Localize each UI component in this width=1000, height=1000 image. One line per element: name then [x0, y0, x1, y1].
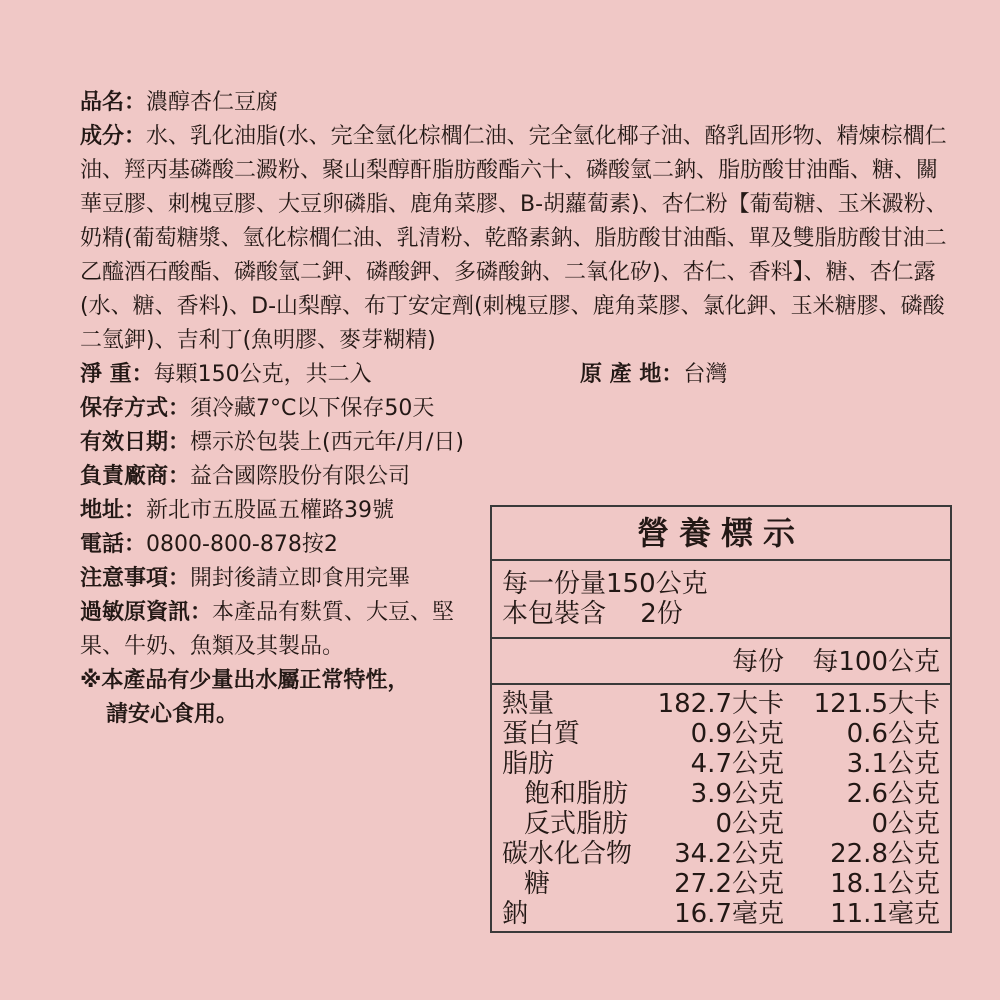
storage-label: 保存方式：	[80, 396, 191, 421]
per-serving-value: 16.7毫克	[674, 899, 784, 929]
per-100g-header: 每100公克	[812, 647, 940, 677]
per-serving-header: 每份	[731, 647, 784, 677]
nutrition-row	[502, 899, 940, 929]
nutrition-row	[502, 809, 940, 839]
ingredients-label: 成分：	[80, 124, 147, 149]
nutrient-name: 飽和脂肪	[524, 779, 629, 809]
product-name-label: 品名：	[80, 90, 147, 115]
origin-label: 原 產 地：	[580, 362, 684, 387]
caution-label: 注意事項：	[80, 566, 191, 591]
nutrient-name: 脂肪	[502, 749, 555, 779]
nutrition-row	[502, 689, 940, 719]
per-serving-value: 34.2公克	[674, 839, 784, 869]
expiry-value: 標示於包裝上(西元年/月/日)	[190, 430, 465, 455]
per-serving-value: 182.7大卡	[657, 689, 784, 719]
nutrient-name: 反式脂肪	[524, 809, 629, 839]
allergen-value: 本產品有麩質、大豆、堅果、牛奶、魚類及其製品。	[80, 600, 455, 659]
weight-origin-line	[80, 358, 960, 392]
per-100g-value: 3.1公克	[846, 749, 940, 779]
net-weight-value: 每顆150公克，共二入	[153, 362, 372, 387]
origin-value: 台灣	[683, 362, 728, 387]
maker-label: 負責廠商：	[80, 464, 191, 489]
serving-info	[492, 561, 950, 639]
nutrient-name: 鈉	[502, 899, 529, 929]
address-value: 新北市五股區五權路39號	[146, 498, 395, 523]
allergen-label: 過敏原資訊：	[80, 600, 213, 625]
servings-per-package: 本包裝含 2份	[502, 599, 683, 629]
per-serving-value: 27.2公克	[674, 869, 784, 899]
per-100g-value: 22.8公克	[830, 839, 940, 869]
nutrition-row	[502, 749, 940, 779]
caution-value: 開封後請立即食用完畢	[190, 566, 411, 591]
per-serving-value: 0.9公克	[690, 719, 784, 749]
nutrition-table	[490, 505, 952, 933]
nutrition-row	[502, 719, 940, 749]
product-name-line	[80, 86, 960, 120]
storage-value: 須冷藏7°C以下保存50天	[190, 396, 435, 421]
note-line-1: ※本產品有少量出水屬正常特性，	[80, 668, 410, 693]
per-100g-value: 11.1毫克	[830, 899, 940, 929]
per-serving-value: 0公克	[715, 809, 784, 839]
note-line-2: 請安心食用。	[106, 702, 239, 727]
product-name-value: 濃醇杏仁豆腐	[146, 90, 279, 115]
maker-value: 益合國際股份有限公司	[190, 464, 411, 489]
per-serving-value: 4.7公克	[690, 749, 784, 779]
nutrient-name: 熱量	[502, 689, 555, 719]
expiry-line	[80, 426, 960, 460]
allergen-line	[80, 596, 480, 664]
expiry-label: 有效日期：	[80, 430, 191, 455]
nutrition-rows	[492, 685, 950, 929]
serving-size: 每一份量150公克	[502, 569, 708, 599]
nutrition-title: 營養標示	[492, 507, 950, 561]
nutrition-row	[502, 779, 940, 809]
net-weight-label: 淨 重：	[80, 362, 154, 387]
per-100g-value: 18.1公克	[830, 869, 940, 899]
storage-line	[80, 392, 960, 426]
nutrition-header	[492, 639, 950, 685]
phone-value: 0800-800-878按2	[146, 532, 338, 557]
per-100g-value: 0公克	[871, 809, 940, 839]
maker-line	[80, 460, 960, 494]
nutrient-name: 碳水化合物	[502, 839, 633, 869]
nutrition-row	[502, 869, 940, 899]
nutrient-name: 蛋白質	[502, 719, 581, 749]
per-serving-value: 3.9公克	[690, 779, 784, 809]
phone-label: 電話：	[80, 532, 147, 557]
ingredients-value: 水、乳化油脂(水、完全氫化棕櫚仁油、完全氫化椰子油、酪乳固形物、精煉棕櫚仁油、羥丙基磷酸二澱粉、聚山梨醇酐脂肪酸酯六十、磷酸氫二鈉、脂肪酸甘油酯、糖、關華豆膠、刺槐豆膠、大豆卵磷脂、鹿角菜膠、B-胡蘿蔔素)、杏仁粉【葡萄糖、玉米澱粉、奶精(葡萄糖漿、氫化棕櫚仁油、乳清粉、乾酪素鈉、脂肪酸甘油酯、單及雙脂肪酸甘油二乙醯酒石酸酯、磷酸氫二鉀、磷酸鉀、多磷酸鈉、二氧化矽)、杏仁、香料】、糖、杏仁露(水、糖、香料)、D-山梨醇、布丁安定劑(刺槐豆膠、鹿角菜膠、氯化鉀、玉米糖膠、磷酸二氫鉀)、吉利丁(魚明膠、麥芽糊精)	[80, 124, 948, 353]
per-100g-value: 0.6公克	[846, 719, 940, 749]
ingredients-line	[80, 120, 950, 358]
nutrient-name: 糖	[524, 869, 551, 899]
nutrition-row	[502, 839, 940, 869]
per-100g-value: 121.5大卡	[813, 689, 940, 719]
address-label: 地址：	[80, 498, 147, 523]
per-100g-value: 2.6公克	[846, 779, 940, 809]
